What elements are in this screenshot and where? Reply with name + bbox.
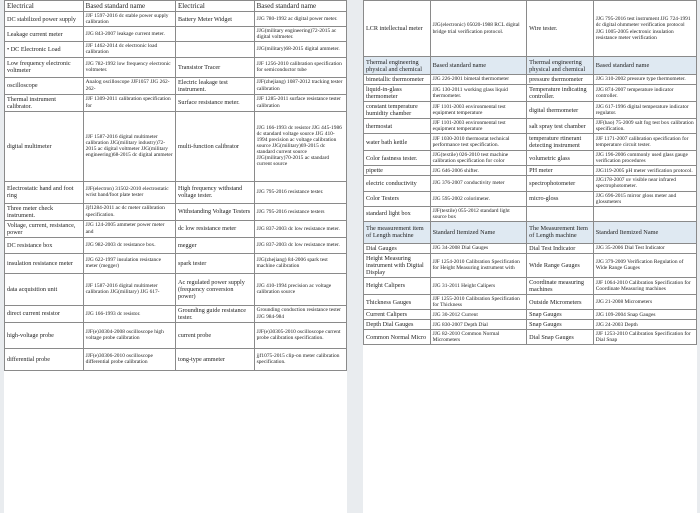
table-cell: JJG 310-2002 pressure type thermometer. xyxy=(593,75,696,85)
table-cell: spectrophotometer xyxy=(527,176,594,191)
table-cell: JJG 109-2004 Snap Gauges xyxy=(593,310,696,320)
table-cell: JJG 837-2003 dc low resistance meter. xyxy=(254,237,346,253)
table-cell: JJF 1255-2010 Calibration Specification for Thickness xyxy=(430,294,527,309)
table-cell: JJF(electron) 31502-2010 electrostatic wrist band/foot plate tester xyxy=(83,181,175,203)
table-cell: Voltage, current, resistance, power xyxy=(5,220,84,237)
table-cell: PH meter xyxy=(527,166,594,176)
table-cell: jjf1075-2015 clip-on meter calibration specification. xyxy=(254,348,346,370)
table-cell: JJG 874-2007 temperature indicator controller. xyxy=(593,85,696,102)
table-row xyxy=(5,237,347,253)
table-cell: JJG 837-2003 dc low resistance meter. xyxy=(254,220,346,237)
table-cell: JJG 21-2008 Micrometers xyxy=(593,294,696,309)
table-cell: Leakage current meter xyxy=(5,27,84,42)
table-cell: Jjf1284-2011 ac dc meter calibration specification. xyxy=(83,203,175,220)
table-cell: JJG 795-2016 resistance testers xyxy=(254,203,346,220)
table-cell: Coordinate measuring machines xyxy=(527,277,594,294)
table-cell: Electrostatic hand and foot ring xyxy=(5,181,84,203)
table-row xyxy=(5,305,347,322)
table-cell: water bath kettle xyxy=(364,134,431,151)
table-cell: JJG 376-2007 conductivity meter xyxy=(430,176,527,191)
table-row xyxy=(5,348,347,370)
table-cell: JJG 82-2010 Common Normal Micrometers xyxy=(430,330,527,345)
table-cell: Temperature indicating controller. xyxy=(527,85,594,102)
table-cell: JJF 1587-2016 digital multimeter calibration JJG(military industry)72-2015 ac digital voltmeter JJG(military engineering)68-2015 dc digital ammeter xyxy=(83,111,175,181)
table-cell: Depth Dial Gauges xyxy=(364,320,431,330)
table-cell: salt spray test chamber xyxy=(527,119,594,134)
table-cell: Electrical xyxy=(175,1,254,12)
table-cell: bimetallic thermometer xyxy=(364,75,431,85)
table-cell: liquid-in-glass thermometer xyxy=(364,85,431,102)
table-cell: JJG 595-2002 colorimeter. xyxy=(430,191,527,206)
table-cell: high-voltage probe xyxy=(5,322,84,348)
table-cell: • DC Electronic Load xyxy=(5,42,84,57)
table-cell: JJG(zhejiang) 84-2006 spark test machine calibration xyxy=(254,253,346,273)
table-cell: pipette xyxy=(364,166,431,176)
table-cell: Battery Meter Widget xyxy=(175,12,254,27)
table-row xyxy=(364,191,697,206)
table-cell: JJG 35-2006 Dial Test Indicator xyxy=(593,243,696,253)
table-cell: JJG119-2005 pH meter verification protocol. xyxy=(593,166,696,176)
table-cell: JJF 1256-2010 calibration specification for semiconductor tube xyxy=(254,57,346,77)
table-cell: JJG 830-2007 Depth Dial xyxy=(430,320,527,330)
table-cell: JJF(textile) 055-2012 standard light source box xyxy=(430,206,527,221)
table-row xyxy=(364,243,697,253)
table-cell: JJF 1064-2010 Calibration Specification for Coordinate Measuring machines xyxy=(593,277,696,294)
table-cell: JJG 782-1992 low frequency electronic voltmeter. xyxy=(83,57,175,77)
table-cell: Standard Itemized Name xyxy=(430,221,527,243)
table-cell: Dial Test Indicator xyxy=(527,243,594,253)
table-cell: Based standard name xyxy=(83,1,175,12)
table-cell: constant temperature humidity chamber xyxy=(364,102,431,119)
table-cell: Surface resistance meter. xyxy=(175,94,254,111)
table-row xyxy=(5,322,347,348)
table-cell: current probe xyxy=(175,322,254,348)
table-cell: JJF 1101-2003 environmental test equipment temperature xyxy=(430,102,527,119)
table-cell: data acquisition unit xyxy=(5,273,84,305)
table-cell: JJG 622-1997 insulation resistance meter (megger) xyxy=(83,253,175,273)
electrical-standards-panel xyxy=(4,0,347,513)
table-row xyxy=(5,12,347,27)
table-row xyxy=(364,134,697,151)
table-cell: JJG 646-2006 shifter. xyxy=(430,166,527,176)
table-cell: Grounding guide resistance tester. xyxy=(175,305,254,322)
thermal-length-standards-panel xyxy=(363,0,697,513)
table-cell: JJG 795-2016 resistance tester. xyxy=(254,181,346,203)
table-cell: JJG(textile) 026-2010 test machine calibration specification for color xyxy=(430,151,527,166)
table-cell: Thermal engineering physical and chemical xyxy=(364,57,431,75)
table-cell: Analog oscilloscope JJF1057 JJG 262-262- xyxy=(83,77,175,94)
table-row xyxy=(364,330,697,345)
table-cell: direct current resistor xyxy=(5,305,84,322)
table-cell: JJF 1587-2016 digital multimeter calibration JJG(military) JJG 617- xyxy=(83,273,175,305)
table-cell: micro-gloss xyxy=(527,191,594,206)
table-cell: Common Normal Micro xyxy=(364,330,431,345)
table-cell: JJG 124-2005 ammeter power meter and xyxy=(83,220,175,237)
table-cell: Based standard name xyxy=(593,57,696,75)
table-row xyxy=(5,220,347,237)
table-cell: Low frequency electronic voltmeter xyxy=(5,57,84,77)
table-cell: Grounding conduction resistance tester JJG 984-984 xyxy=(254,305,346,322)
table-cell: JJF 1462-2014 dc electronic load calibration xyxy=(83,42,175,57)
table-row xyxy=(364,151,697,166)
table-cell: JJF 1597-2016 dc stable power supply calibration xyxy=(83,12,175,27)
table-cell: High frequency withstand voltage tester. xyxy=(175,181,254,203)
table-cell: Snap Gauges xyxy=(527,320,594,330)
table-cell: Electrical xyxy=(5,1,84,12)
table-cell: digital multimeter xyxy=(5,111,84,181)
table-cell: JJG 617-1996 digital temperature indicator regulator. xyxy=(593,102,696,119)
table-cell: JJF 1101-2003 environmental test equipment temperature xyxy=(430,119,527,134)
thermal-length-standards-table xyxy=(363,0,697,345)
table-cell: JJG 780-1992 ac digital power meter. xyxy=(254,12,346,27)
table-cell: JJG 696-2015 mirror gloss meter and glossmeters xyxy=(593,191,696,206)
table-cell: JJF(hao) 75-2009 salt fog test box calibration specification. xyxy=(593,119,696,134)
table-row xyxy=(5,57,347,77)
table-row xyxy=(364,294,697,309)
table-row xyxy=(364,277,697,294)
electrical-standards-table xyxy=(4,0,347,371)
table-row xyxy=(364,166,697,176)
table-cell xyxy=(527,206,594,221)
table-cell: JJF 1285-2011 surface resistance tester calibration xyxy=(254,94,346,111)
table-cell: The Measurement Item of Length machine xyxy=(527,221,594,243)
table-cell: Wire tester. xyxy=(527,1,594,57)
table-row xyxy=(364,85,697,102)
table-cell xyxy=(175,27,254,42)
table-row xyxy=(5,181,347,203)
table-cell: JJF(zhejiang) 1087-2012 tracking tester calibration xyxy=(254,77,346,94)
table-cell: Color Testers xyxy=(364,191,431,206)
table-cell: Based standard name xyxy=(254,1,346,12)
table-cell: insulation resistance meter xyxy=(5,253,84,273)
table-cell: megger xyxy=(175,237,254,253)
table-header-row xyxy=(364,57,697,75)
table-header-row xyxy=(364,221,697,243)
table-cell: JJG 843-2007 leakage current meter. xyxy=(83,27,175,42)
table-cell: digital thermometer xyxy=(527,102,594,119)
table-cell: Three meter check instrument. xyxy=(5,203,84,220)
table-cell: JJG 166-1993 dc resistor. xyxy=(83,305,175,322)
table-row xyxy=(5,94,347,111)
table-cell: thermostat xyxy=(364,119,431,134)
table-cell: Transistor Tracer xyxy=(175,57,254,77)
table-row xyxy=(364,119,697,134)
table-cell: JJF(e)30306-2010 oscilloscope differential probe calibration xyxy=(83,348,175,370)
table-cell: multi-function calibrator xyxy=(175,111,254,181)
table-cell xyxy=(175,42,254,57)
table-cell: JJG 30-2012 Current xyxy=(430,310,527,320)
table-cell: JJG 31-2011 Height Calipers xyxy=(430,277,527,294)
table-cell: JJF 1254-2010 Calibration Specification for Height Measuring instrument with xyxy=(430,253,527,277)
table-row xyxy=(364,253,697,277)
table-cell: DC stabilized power supply xyxy=(5,12,84,27)
table-cell: JJG 130-2011 working glass liquid thermometer. xyxy=(430,85,527,102)
table-row xyxy=(364,310,697,320)
table-cell: JJG 982-2003 dc resistance box. xyxy=(83,237,175,253)
table-row xyxy=(5,77,347,94)
table-cell: dc low resistance meter xyxy=(175,220,254,237)
table-row xyxy=(364,176,697,191)
table-cell: standard light box xyxy=(364,206,431,221)
table-cell: Dial Snap Gauges xyxy=(527,330,594,345)
table-cell: JJF 1030-2010 thermostat technical performance test specification. xyxy=(430,134,527,151)
table-cell: Thickness Gauges xyxy=(364,294,431,309)
table-cell: Wide Range Gauges xyxy=(527,253,594,277)
table-cell: Height Measuring instrument with Digital Display xyxy=(364,253,431,277)
table-cell: JJF 1253-2010 Calibration Specification for Dial Snap xyxy=(593,330,696,345)
table-cell: JJG 379-2009 Verification Regulation of Wide Range Gauges xyxy=(593,253,696,277)
table-cell: DC resistance box xyxy=(5,237,84,253)
table-cell: Height Calipers xyxy=(364,277,431,294)
table-cell: oscilloscope xyxy=(5,77,84,94)
table-cell: spark tester xyxy=(175,253,254,273)
table-row xyxy=(364,1,697,57)
table-cell xyxy=(593,206,696,221)
table-row xyxy=(5,273,347,305)
table-header-row xyxy=(5,1,347,12)
table-cell: differential probe xyxy=(5,348,84,370)
table-cell: JJG 795-2016 test instrument JJG 724-1991 dc digital ohmmeter verification protocol JJG 1005-2005 electronic insulation resistance meter verification xyxy=(593,1,696,57)
table-row xyxy=(5,42,347,57)
table-row xyxy=(5,203,347,220)
table-cell: JJG(military)68-2015 digital ammeter. xyxy=(254,42,346,57)
table-cell: JJG 34-2008 Dial Gauges xyxy=(430,243,527,253)
table-cell: electric conductivity xyxy=(364,176,431,191)
table-cell: The measurement item of Length machine xyxy=(364,221,431,243)
table-row xyxy=(5,253,347,273)
table-cell: JJG178-2007 uv visible near infrared spectrophotometer. xyxy=(593,176,696,191)
table-cell: JJF 1171-2007 calibration specification for temperature circuit tester. xyxy=(593,134,696,151)
table-row xyxy=(364,206,697,221)
table-cell: volumetric glass xyxy=(527,151,594,166)
table-cell: JJF(e)30305-2010 oscilloscope current probe calibration specification. xyxy=(254,322,346,348)
table-cell: Dial Gauges xyxy=(364,243,431,253)
table-cell: Electric leakage test instrument. xyxy=(175,77,254,94)
table-cell: temperature rtinerant detecting instrument xyxy=(527,134,594,151)
table-row xyxy=(5,111,347,181)
table-cell: pressure thermometer xyxy=(527,75,594,85)
table-cell: JJG 226-2001 bimetal thermometer xyxy=(430,75,527,85)
table-row xyxy=(5,27,347,42)
table-cell: JJG(electronic) 05020-1988 RCL digital bridge trial verification protocol. xyxy=(430,1,527,57)
table-cell: JJG 24-2003 Depth xyxy=(593,320,696,330)
table-cell: Snap Gauges xyxy=(527,310,594,320)
table-cell: Color fastness tester. xyxy=(364,151,431,166)
table-cell: Current Calipers xyxy=(364,310,431,320)
table-cell: Withstanding Voltage Testers xyxy=(175,203,254,220)
table-row xyxy=(364,75,697,85)
table-cell: JJF(e)30304-2008 oscilloscope high voltage probe calibration xyxy=(83,322,175,348)
table-row xyxy=(364,320,697,330)
table-cell: JJG 196-2006 commonly used glass gauge verification procedures xyxy=(593,151,696,166)
table-cell: JJG 410-1994 precision ac voltage calibration source xyxy=(254,273,346,305)
table-cell: JJG(military engineering)72-2015 ac digital voltmeter. xyxy=(254,27,346,42)
table-cell: Thermal instrument calibrator. xyxy=(5,94,84,111)
table-cell: Based standard name xyxy=(430,57,527,75)
table-cell: Ac regulated power supply (frequency conversion power) xyxy=(175,273,254,305)
table-row xyxy=(364,102,697,119)
table-cell: Outside Micrometers xyxy=(527,294,594,309)
table-cell: JJG 166-1993 dc resistor JJG 445-1986 dc standard voltage source JJG 410-1994 precision ac voltage calibration source JJG(military)69-2015 dc standard current source JJG(military)70-2015 ac standard current source xyxy=(254,111,346,181)
table-cell: tong-type ammeter xyxy=(175,348,254,370)
table-cell: Thermal engineering physical and chemical xyxy=(527,57,594,75)
table-cell: Standard Itemized Name xyxy=(593,221,696,243)
table-cell: JJF 1309-2011 calibration specification for xyxy=(83,94,175,111)
table-cell: LCR intellectual meter xyxy=(364,1,431,57)
